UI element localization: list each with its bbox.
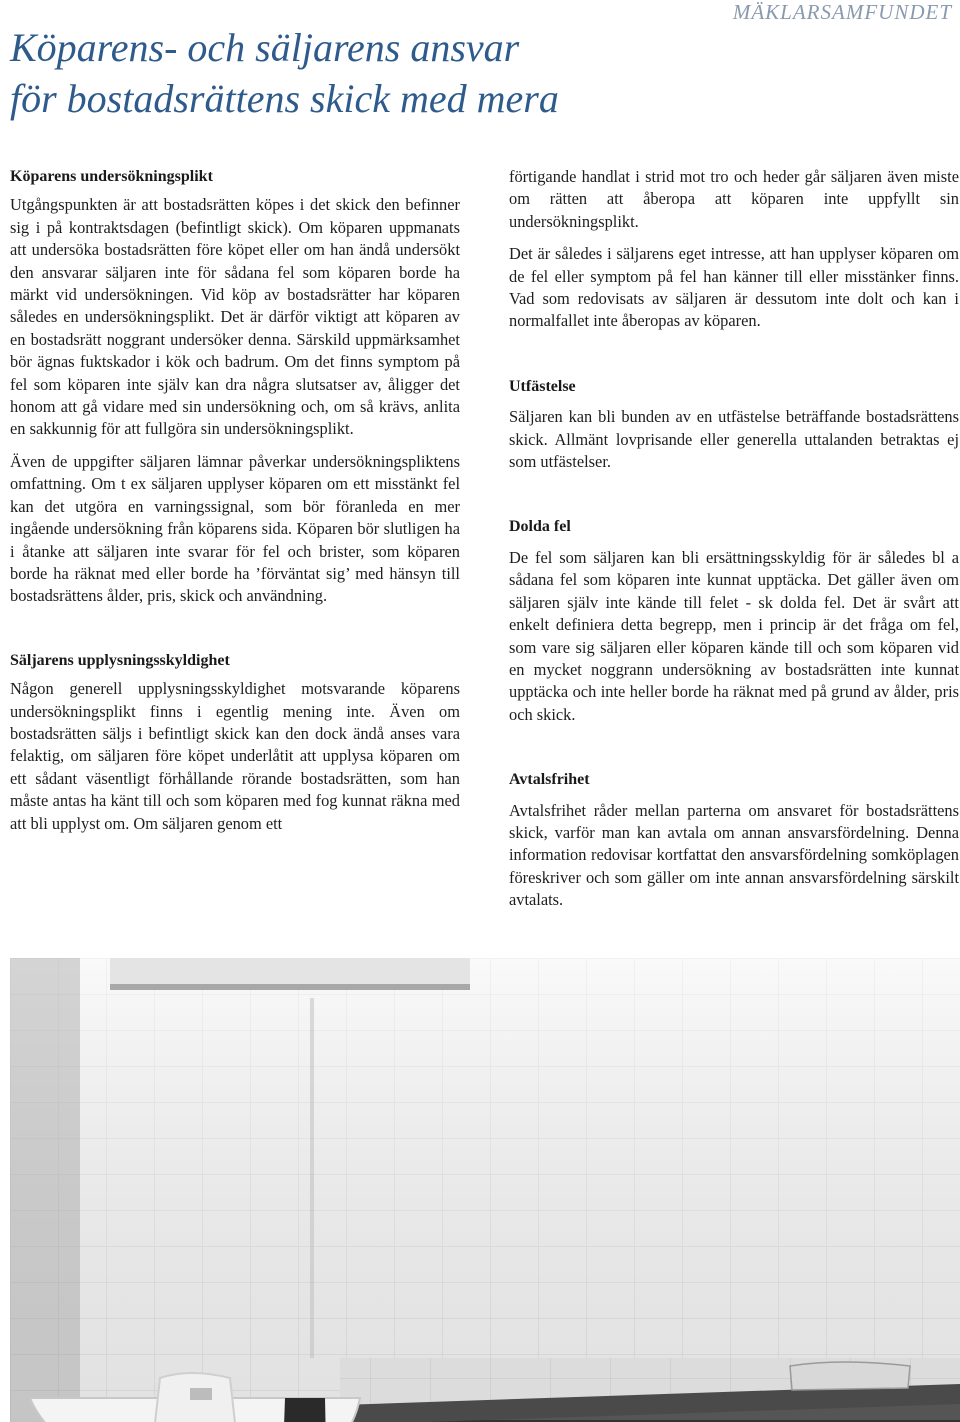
body-paragraph: Avtalsfrihet råder mellan parterna om ansvaret för bostadsrättens skick, varför man kan avtala om annan ansvarsfördelning. Denna information redovisar kortfattat den ansvarsfördelning somköplagen föreskriver och som gäller om inte annan ansvarsfördelning särskilt avtalats. [509, 800, 959, 910]
page-title [10, 22, 559, 124]
section-avtalsfrihet [509, 769, 959, 911]
left-column [10, 166, 460, 835]
body-paragraph: Säljaren kan bli bunden av en utfästelse beträffande bostadsrättens skick. Allmänt lovprisande eller generella uttalanden betraktas ej som utfästelser. [509, 407, 959, 472]
bathroom-illustration [10, 958, 960, 1422]
brand-name: MÄKLARSAMFUNDET [732, 0, 952, 24]
body-paragraph: De fel som säljaren kan bli ersättningsskyldig för är således bl a sådana fel som köparen inte kunnat upptäcka. Det gäller även om säljaren själv inte kände till felet - sk dolda fel. Det är svårt att enkelt definiera detta begrepp, men i princip är det fråga om fel, som vare sig säljaren eller köparen kände till och som köparen vid en mycket noggrann undersökning av bostadsrätten inte kunnat upptäcka och inte heller borde ha räknat med på grund av ålder, pris och skick. [509, 547, 959, 724]
body-paragraph: Det är således i säljarens eget intresse, att han upplyser köparen om de fel eller symptom på fel han känner till eller misstänker finns. Vad som redovisats av säljaren är dessutom inte dolt och kan i normalfallet inte åberopas av köparen. [509, 244, 959, 331]
body-paragraph: Någon generell upplysningsskyldighet motsvarande köparens undersökningsplikt finns i egentlig mening inte. Även om bostadsrätten säljs i befintligt skick kan den dock ändå anses vara felaktig, om säljaren före köpet underlåtit att upplysa köparen om ett sådant väsentligt förhållande rörande bostadsrätten, som han måste antas ha känt till och som köparen med fog kunnat räkna med att bli upplyst om. Om säljaren genom ett [10, 679, 460, 833]
page-title-line-2: för bostadsrättens skick med mera [10, 76, 559, 121]
body-paragraph: förtigande handlat i strid mot tro och heder går säljaren även miste om rätten att åberopa att köparen inte uppfyllt sin undersökningsplikt. [509, 167, 959, 231]
body-paragraph: Även de uppgifter säljaren lämnar påverkar undersökningspliktens omfattning. Om t ex säljaren upplyser köparen om ett misstänkt fel kan det utgöra en varningssignal, som bör föranleda en mer ingående undersökning från köparens sida. Köparen bör slutligen ha i åtanke att säljaren inte svarar för fel och brister, som köparen borde ha räknat med eller borde ha ’förväntat sig’ med hänsyn till bostadsrättens ålder, pris, skick och användning. [10, 451, 460, 606]
section-undersokningsplikt [10, 166, 460, 608]
section-heading: Utfästelse [509, 377, 576, 395]
section-utfastelse [509, 376, 959, 474]
body-paragraph: Utgångspunkten är att bostadsrätten köpes i det skick den befinner sig i på kontraktsdagen (befintligt skick). Om köparen uppmanats att undersöka bostadsrätten före köpet eller om han ändå undersökt den ansvarar säljaren inte för sådana fel som köparen borde ha märkt vid undersökningen. Vid köp av bostadsrätter har köparen således en undersökningsplikt. Det är därför viktigt att köparen av en bostadsrätt noggrant undersöker denna. Särskild uppmärksamhet bör ägnas fuktskador i kök och badrum. Om det finns symptom på fel som köparen inte själv kan dra några slutsatser av, åligger det honom att gå vidare med sin undersökning och, om så krävs, anlita en sakkunnig för att fullgöra sin undersökningsplikt. [10, 195, 460, 439]
right-column [509, 166, 959, 912]
section-heading: Dolda fel [509, 518, 571, 536]
section-heading: Avtalsfrihet [509, 771, 590, 789]
section-upplysningsskyldighet [10, 650, 460, 835]
page-title-line-1: Köparens- och säljarens ansvar [10, 25, 520, 70]
section-heading: Köparens undersökningsplikt [10, 168, 213, 185]
section-continuation [509, 166, 959, 333]
bathroom-photo [10, 958, 960, 1422]
section-dolda-fel [509, 516, 959, 726]
section-heading: Säljarens upplysningsskyldighet [10, 651, 230, 669]
